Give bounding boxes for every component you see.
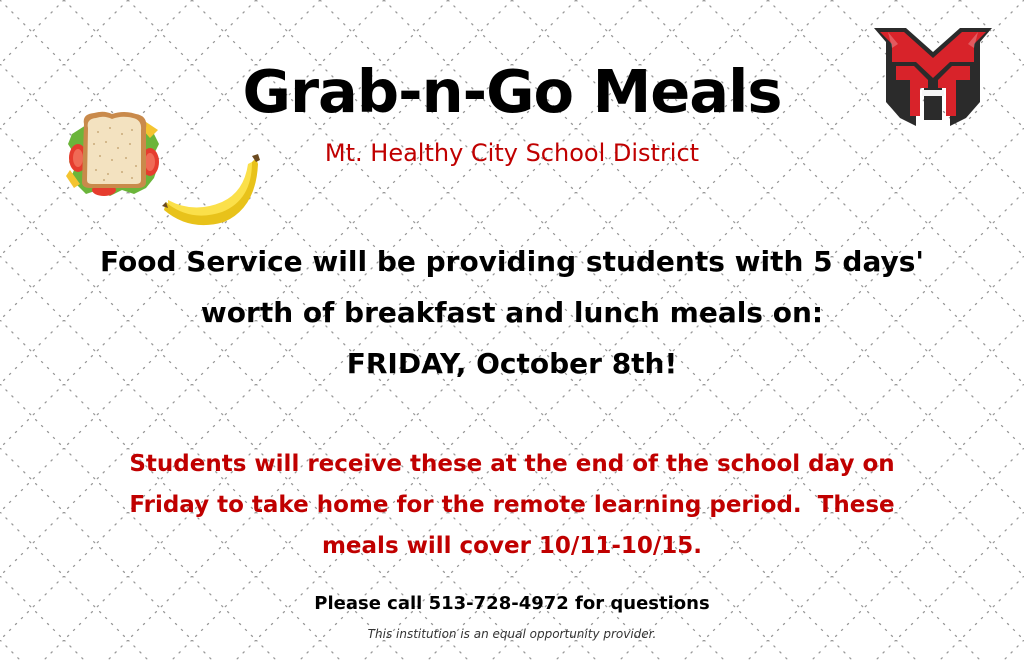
details-line: Students will receive these at the end of the school day on: [129, 451, 895, 477]
contact-phone-text: Please call 513-728-4972 for questions: [314, 593, 710, 614]
pickup-details-text: [22, 444, 1002, 567]
announcement-line: worth of breakfast and lunch meals on:: [200, 296, 824, 329]
announcement-date: FRIDAY, October 8th!: [346, 347, 678, 380]
details-line: meals will cover 10/11-10/15.: [321, 533, 703, 559]
announcement-line: Food Service will be providing students with 5 days': [100, 245, 924, 278]
flyer-title: Grab-n-Go Meals: [242, 57, 782, 126]
school-district-logo: [870, 22, 996, 126]
details-line: Friday to take home for the remote learning period. These: [129, 492, 895, 518]
banana-icon: [160, 152, 264, 228]
announcement-text: [22, 236, 1002, 389]
sandwich-icon: [64, 104, 164, 204]
district-name: Mt. Healthy City School District: [324, 139, 700, 167]
equal-opportunity-disclaimer: This institution is an equal opportunity provider.: [367, 627, 657, 641]
